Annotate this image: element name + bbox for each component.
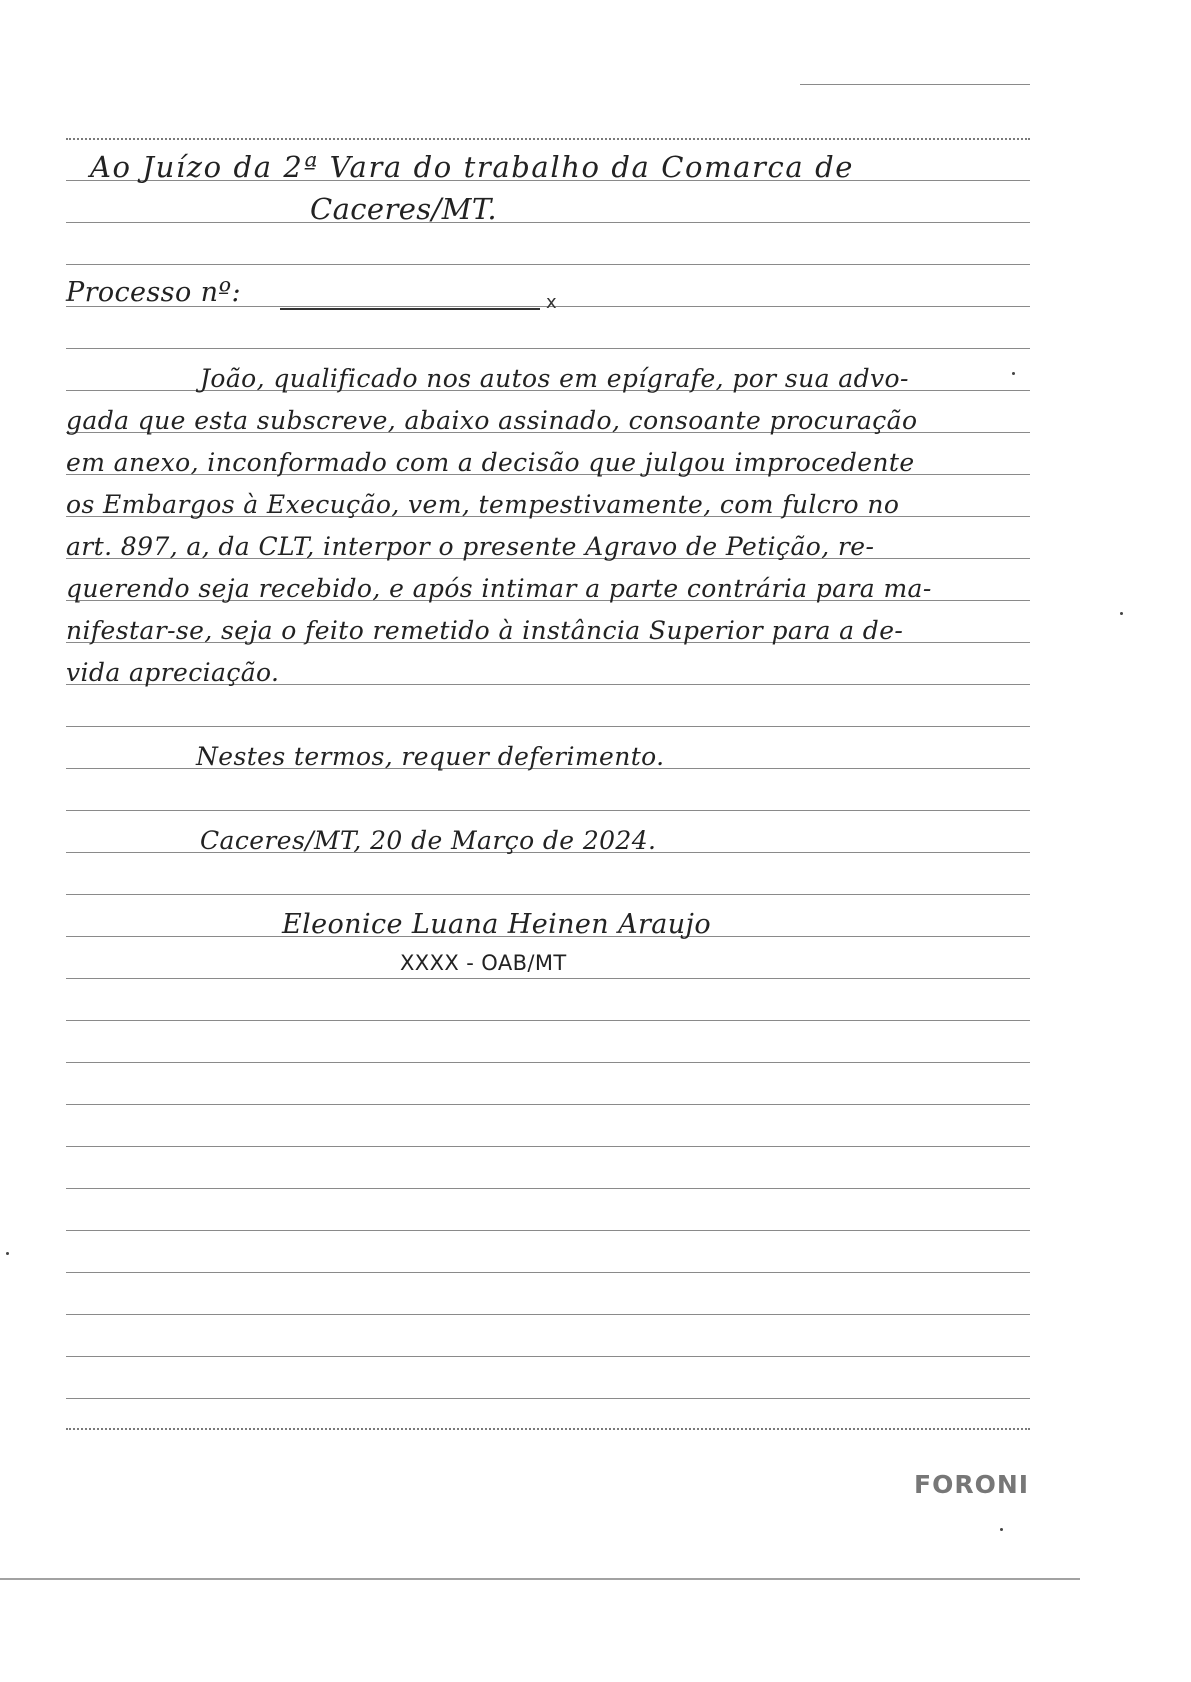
ruled-line <box>66 726 1030 727</box>
scan-speck <box>1120 612 1123 615</box>
top-dotted-rule <box>66 138 1030 140</box>
body-line: João, qualificado nos autos em epígrafe, por sua advo- <box>200 364 909 393</box>
ruled-line <box>66 1272 1030 1273</box>
ruled-line <box>66 1398 1030 1399</box>
ruled-line <box>66 1356 1030 1357</box>
ruled-line <box>66 1020 1030 1021</box>
body-line: querendo seja recebido, e após intimar a parte contrária para ma- <box>66 574 932 603</box>
bottom-dotted-rule <box>66 1428 1030 1430</box>
ruled-line <box>66 264 1030 265</box>
signature-name: Eleonice Luana Heinen Araujo <box>282 909 711 940</box>
ruled-line <box>66 1230 1030 1231</box>
ruled-line <box>66 348 1030 349</box>
ruled-line <box>66 1188 1030 1189</box>
scan-speck <box>1000 1528 1003 1531</box>
header-line-2: Caceres/MT. <box>310 192 497 226</box>
ruled-line <box>66 978 1030 979</box>
processo-mark: x <box>546 292 557 313</box>
body-line: vida apreciação. <box>66 658 280 687</box>
header-line-1: Ao Juízo da 2ª Vara do trabalho da Comarca de <box>90 150 854 184</box>
ruled-line <box>66 1062 1030 1063</box>
ruled-line <box>66 1314 1030 1315</box>
processo-label: Processo nº: <box>66 277 241 308</box>
signature-oab: XXXX - OAB/MT <box>400 951 567 975</box>
body-line: nifestar-se, seja o feito remetido à instância Superior para a de- <box>66 616 904 645</box>
body-line: gada que esta subscreve, abaixo assinado, consoante procuração <box>66 406 918 435</box>
ruled-line <box>66 1104 1030 1105</box>
closing-text: Nestes termos, requer deferimento. <box>196 742 665 771</box>
scan-speck <box>1012 372 1015 375</box>
body-line: os Embargos à Execução, vem, tempestivamente, com fulcro no <box>66 490 900 519</box>
processo-number-blank <box>280 308 540 310</box>
body-line: art. 897, a, da CLT, interpor o presente Agravo de Petição, re- <box>66 532 875 561</box>
body-line: em anexo, inconformado com a decisão que julgou improcedente <box>66 448 915 477</box>
scan-speck <box>6 1252 9 1255</box>
ruled-line <box>66 894 1030 895</box>
brand-logo: FORONI <box>914 1470 1030 1499</box>
top-short-rule <box>800 84 1030 85</box>
ruled-line <box>66 810 1030 811</box>
scan-edge-line <box>0 1578 1080 1580</box>
ruled-line <box>66 222 1030 223</box>
date-place: Caceres/MT, 20 de Março de 2024. <box>200 826 657 855</box>
ruled-line <box>66 1146 1030 1147</box>
